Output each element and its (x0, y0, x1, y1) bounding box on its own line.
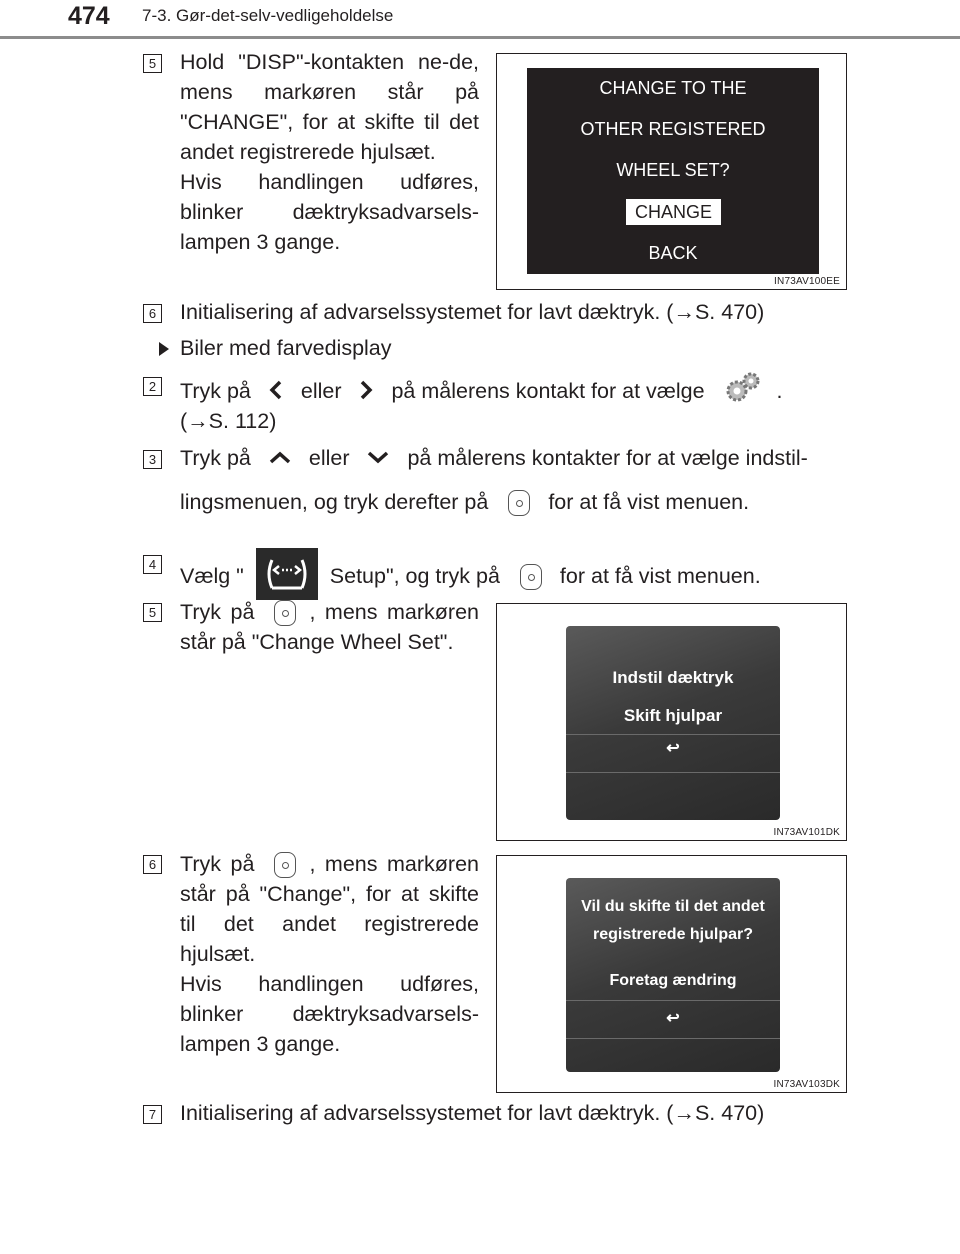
enter-button-icon (520, 564, 542, 590)
step-text (180, 47, 479, 257)
figure-display-change (496, 53, 847, 290)
chevron-right-icon (355, 379, 377, 401)
step-number: 5 (143, 603, 162, 622)
tire-pressure-icon (256, 548, 318, 600)
return-icon: ↩ (666, 740, 680, 757)
step-line (180, 443, 840, 473)
step-text-part: lingsmenuen, og tryk derefter på (180, 490, 489, 514)
step-text-part: Tryk på (180, 446, 251, 470)
display-selected-option: CHANGE (626, 199, 721, 225)
enter-button-icon (274, 852, 296, 878)
display-question: Vil du skifte til det andet (581, 898, 765, 915)
step-paragraph: Hold "DISP"-kontakten ne-de, mens markøren står på "CHANGE", for at skifte til det andet registrerede hjulsæt. (180, 50, 479, 164)
figure-code: IN73AV100EE (774, 276, 840, 287)
display-line: OTHER REGISTERED (580, 119, 766, 139)
step-text-part: Tryk på (180, 852, 255, 876)
display-back-option: BACK (648, 243, 698, 263)
step-text (180, 443, 840, 517)
step-note: Hvis handlingen udføres, blinker dæktryksadvarsels-lampen 3 gange. (180, 972, 479, 1056)
step-text-part: på målerens kontakt for at vælge (391, 379, 705, 403)
step-text-part: eller (308, 446, 350, 470)
step-number: 7 (143, 1105, 162, 1124)
subheading: Biler med farvedisplay (180, 336, 392, 360)
step-text-part: for at få vist menuen. (559, 564, 761, 588)
step-text-part: Vælg " (180, 564, 244, 588)
step-reference: (→S. 112) (180, 409, 277, 433)
display-menu-item: Foretag ændring (609, 972, 737, 989)
step-text-part: Setup", og tryk på (329, 564, 500, 588)
page-number: 474 (68, 2, 110, 30)
step-line (180, 487, 840, 517)
chevron-up-icon (267, 447, 293, 467)
step-number: 6 (143, 855, 162, 874)
display-divider (566, 734, 780, 735)
step-text-part: . (776, 379, 783, 403)
color-display-screen (566, 626, 780, 820)
step-text-part: på målerens kontakter for at vælge indstil- (407, 446, 808, 470)
figure-code: IN73AV103DK (773, 1079, 840, 1090)
step-text-part: Tryk på (180, 600, 255, 624)
triangle-bullet-icon (159, 342, 169, 356)
display-menu-title: Indstil dæktryk (612, 668, 734, 687)
gear-settings-icon (723, 370, 763, 406)
step-number: 5 (143, 54, 162, 73)
step-text-part: Tryk på (180, 379, 251, 403)
enter-button-icon (274, 600, 296, 626)
display-menu-item: Skift hjulpar (623, 706, 723, 725)
step-text-part: eller (300, 379, 342, 403)
chevron-down-icon (365, 447, 391, 467)
step-text: Initialisering af advarselssystemet for lavt dæktryk. (→S. 470) (180, 1101, 765, 1125)
figure-color-display-confirm (496, 855, 847, 1093)
step-text: Initialisering af advarselssystemet for lavt dæktryk. (→S. 470) (180, 300, 765, 324)
step-text-part: , mens markøren står på "Change", for at skifte til det andet registrerede hjulsæt. (180, 852, 479, 966)
step-text (180, 370, 820, 436)
step-number: 6 (143, 304, 162, 323)
enter-button-icon (508, 490, 530, 516)
step-number: 3 (143, 450, 162, 469)
color-display-screen (566, 878, 780, 1072)
header-rule (0, 36, 960, 39)
step-text (180, 597, 479, 657)
display-line: WHEEL SET? (616, 160, 730, 180)
display-divider (566, 1038, 780, 1039)
return-icon: ↩ (666, 1010, 680, 1027)
step-text (180, 849, 479, 1059)
step-text-part: for at få vist menuen. (548, 490, 750, 514)
chevron-left-icon (265, 379, 287, 401)
figure-code: IN73AV101DK (773, 827, 840, 838)
step-paragraph (180, 849, 479, 969)
display-question: registrerede hjulpar? (592, 926, 754, 943)
step-text (180, 548, 761, 600)
figure-color-display-menu (496, 603, 847, 841)
step-note: Hvis handlingen udføres, blinker dæktryksadvarsels-lampen 3 gange. (180, 170, 479, 254)
display-screen (527, 68, 819, 274)
step-number: 2 (143, 377, 162, 396)
display-divider (566, 772, 780, 773)
display-divider (566, 1000, 780, 1001)
step-number: 4 (143, 555, 162, 574)
section-title: 7-3. Gør-det-selv-vedligeholdelse (142, 6, 394, 25)
display-line: CHANGE TO THE (599, 78, 747, 98)
step-text-part: , mens markøren står på "Change Wheel Set". (180, 600, 479, 654)
